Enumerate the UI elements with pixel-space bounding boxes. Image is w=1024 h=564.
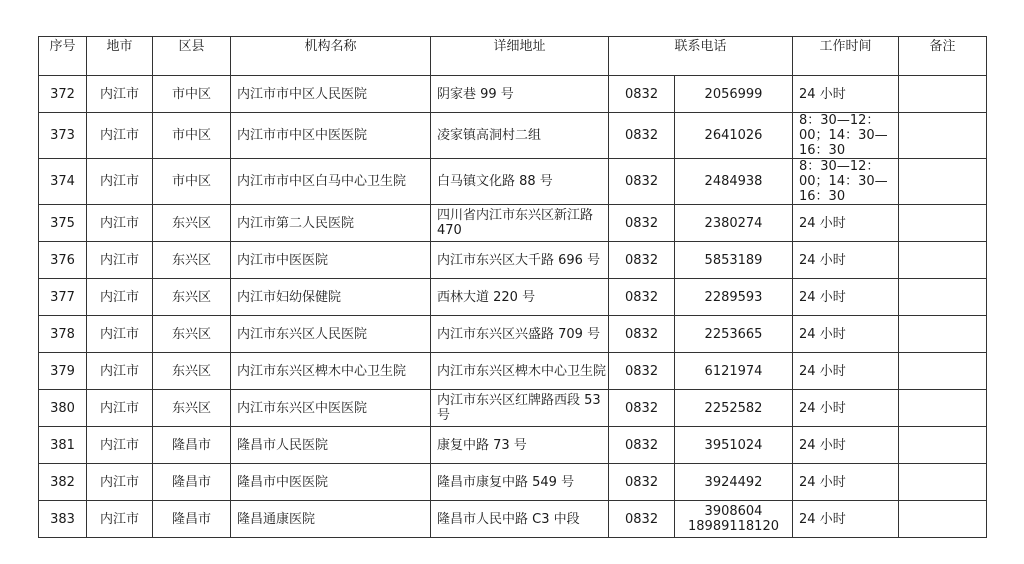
cell-area-code: 0832 (609, 390, 675, 427)
cell-county: 东兴区 (153, 316, 231, 353)
header-spacer (39, 61, 987, 76)
cell-county: 东兴区 (153, 390, 231, 427)
hospital-table (38, 36, 987, 538)
table-row (39, 501, 987, 538)
cell-city: 内江市 (87, 242, 153, 279)
header-city: 地市 (87, 37, 153, 62)
cell-seq: 382 (39, 464, 87, 501)
cell-county: 东兴区 (153, 353, 231, 390)
cell-city: 内江市 (87, 316, 153, 353)
cell-hours: 24 小时 (793, 390, 899, 427)
cell-county: 市中区 (153, 113, 231, 159)
cell-area-code: 0832 (609, 353, 675, 390)
cell-seq: 380 (39, 390, 87, 427)
header-addr: 详细地址 (431, 37, 609, 62)
cell-note (899, 427, 987, 464)
cell-phone: 2380274 (675, 205, 793, 242)
cell-seq: 374 (39, 159, 87, 205)
cell-seq: 376 (39, 242, 87, 279)
cell-area-code: 0832 (609, 113, 675, 159)
header-seq: 序号 (39, 37, 87, 62)
cell-phone: 3924492 (675, 464, 793, 501)
cell-phone: 3951024 (675, 427, 793, 464)
table-row (39, 427, 987, 464)
cell-area-code: 0832 (609, 316, 675, 353)
cell-org: 内江市妇幼保健院 (231, 279, 431, 316)
cell-note (899, 390, 987, 427)
header-note: 备注 (899, 37, 987, 62)
table-row (39, 159, 987, 205)
table-row (39, 242, 987, 279)
cell-phone: 2641026 (675, 113, 793, 159)
cell-org: 隆昌通康医院 (231, 501, 431, 538)
cell-seq: 379 (39, 353, 87, 390)
cell-note (899, 113, 987, 159)
cell-note (899, 501, 987, 538)
cell-phone: 6121974 (675, 353, 793, 390)
cell-address: 隆昌市康复中路 549 号 (431, 464, 609, 501)
cell-hours: 8：30—12：00；14：30—16：30 (793, 159, 899, 205)
cell-seq: 373 (39, 113, 87, 159)
cell-seq: 383 (39, 501, 87, 538)
cell-phone: 2252582 (675, 390, 793, 427)
table-row (39, 76, 987, 113)
cell-org: 内江市市中区白马中心卫生院 (231, 159, 431, 205)
cell-hours: 24 小时 (793, 205, 899, 242)
cell-phone: 2484938 (675, 159, 793, 205)
cell-hours: 24 小时 (793, 242, 899, 279)
table-row (39, 205, 987, 242)
cell-phone: 5853189 (675, 242, 793, 279)
cell-hours: 24 小时 (793, 279, 899, 316)
table-row (39, 316, 987, 353)
cell-org: 内江市市中区中医医院 (231, 113, 431, 159)
cell-area-code: 0832 (609, 159, 675, 205)
table-header (39, 37, 987, 76)
cell-county: 隆昌市 (153, 501, 231, 538)
cell-note (899, 353, 987, 390)
header-phone: 联系电话 (609, 37, 793, 62)
cell-seq: 372 (39, 76, 87, 113)
cell-county: 东兴区 (153, 279, 231, 316)
cell-area-code: 0832 (609, 242, 675, 279)
cell-city: 内江市 (87, 427, 153, 464)
cell-address: 四川省内江市东兴区新江路 470 (431, 205, 609, 242)
cell-city: 内江市 (87, 353, 153, 390)
cell-note (899, 316, 987, 353)
cell-area-code: 0832 (609, 279, 675, 316)
cell-area-code: 0832 (609, 501, 675, 538)
cell-seq: 377 (39, 279, 87, 316)
cell-note (899, 76, 987, 113)
cell-seq: 381 (39, 427, 87, 464)
cell-city: 内江市 (87, 76, 153, 113)
cell-note (899, 279, 987, 316)
cell-address: 西林大道 220 号 (431, 279, 609, 316)
table-row (39, 353, 987, 390)
cell-city: 内江市 (87, 279, 153, 316)
cell-phone: 3908604 18989118120 (675, 501, 793, 538)
table-row (39, 113, 987, 159)
cell-city: 内江市 (87, 159, 153, 205)
cell-hours: 24 小时 (793, 464, 899, 501)
cell-org: 内江市中医医院 (231, 242, 431, 279)
cell-org: 隆昌市人民医院 (231, 427, 431, 464)
header-hours: 工作时间 (793, 37, 899, 62)
cell-note (899, 159, 987, 205)
cell-address: 阴家巷 99 号 (431, 76, 609, 113)
cell-phone: 2056999 (675, 76, 793, 113)
cell-note (899, 205, 987, 242)
header-org: 机构名称 (231, 37, 431, 62)
cell-city: 内江市 (87, 501, 153, 538)
cell-seq: 375 (39, 205, 87, 242)
cell-area-code: 0832 (609, 464, 675, 501)
cell-area-code: 0832 (609, 205, 675, 242)
cell-org: 内江市东兴区椑木中心卫生院 (231, 353, 431, 390)
cell-address: 内江市东兴区大千路 696 号 (431, 242, 609, 279)
header-county: 区县 (153, 37, 231, 62)
cell-org: 内江市东兴区人民医院 (231, 316, 431, 353)
cell-city: 内江市 (87, 113, 153, 159)
table-body (39, 76, 987, 538)
table-row (39, 464, 987, 501)
cell-hours: 24 小时 (793, 316, 899, 353)
cell-county: 隆昌市 (153, 427, 231, 464)
cell-city: 内江市 (87, 205, 153, 242)
cell-county: 东兴区 (153, 242, 231, 279)
cell-county: 市中区 (153, 159, 231, 205)
cell-address: 内江市东兴区红牌路西段 53 号 (431, 390, 609, 427)
cell-phone: 2289593 (675, 279, 793, 316)
cell-area-code: 0832 (609, 427, 675, 464)
cell-address: 内江市东兴区兴盛路 709 号 (431, 316, 609, 353)
cell-address: 白马镇文化路 88 号 (431, 159, 609, 205)
cell-county: 市中区 (153, 76, 231, 113)
cell-note (899, 464, 987, 501)
table-row (39, 390, 987, 427)
cell-hours: 8：30—12：00；14：30—16：30 (793, 113, 899, 159)
cell-phone: 2253665 (675, 316, 793, 353)
cell-hours: 24 小时 (793, 427, 899, 464)
cell-address: 康复中路 73 号 (431, 427, 609, 464)
cell-address: 凌家镇高洞村二组 (431, 113, 609, 159)
cell-hours: 24 小时 (793, 76, 899, 113)
cell-address: 内江市东兴区椑木中心卫生院 (431, 353, 609, 390)
cell-note (899, 242, 987, 279)
cell-city: 内江市 (87, 464, 153, 501)
cell-org: 内江市东兴区中医医院 (231, 390, 431, 427)
cell-county: 隆昌市 (153, 464, 231, 501)
cell-hours: 24 小时 (793, 353, 899, 390)
cell-org: 隆昌市中医医院 (231, 464, 431, 501)
cell-address: 隆昌市人民中路 C3 中段 (431, 501, 609, 538)
cell-org: 内江市市中区人民医院 (231, 76, 431, 113)
cell-city: 内江市 (87, 390, 153, 427)
table-row (39, 279, 987, 316)
cell-seq: 378 (39, 316, 87, 353)
cell-org: 内江市第二人民医院 (231, 205, 431, 242)
cell-county: 东兴区 (153, 205, 231, 242)
cell-hours: 24 小时 (793, 501, 899, 538)
cell-area-code: 0832 (609, 76, 675, 113)
